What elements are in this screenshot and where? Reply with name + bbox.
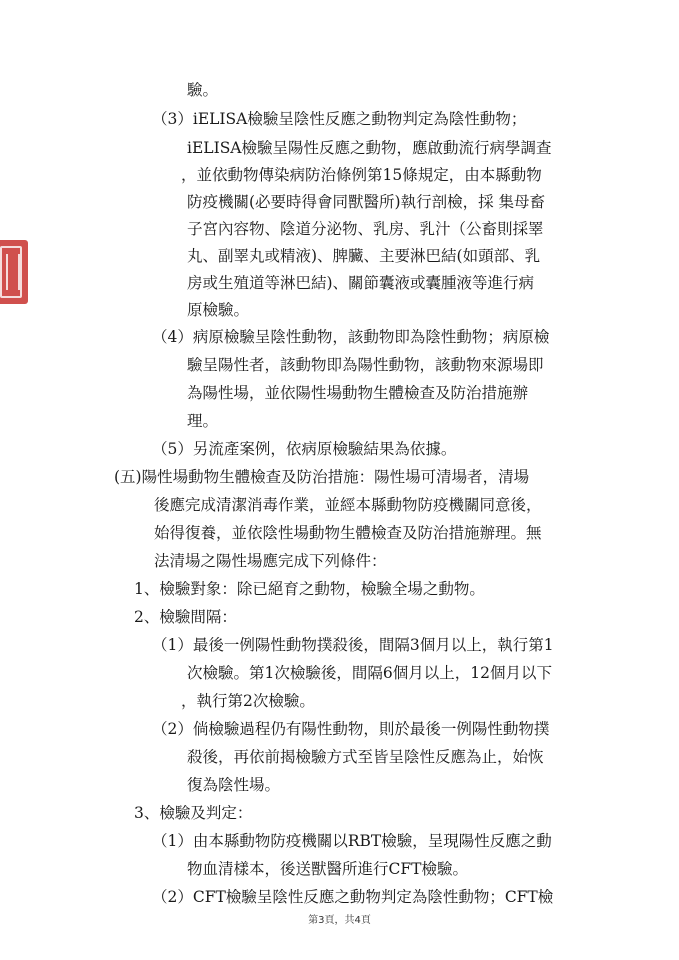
text-line: （1）最後一例陽性動物撲殺後，間隔3個月以上，執行第1: [152, 636, 554, 654]
text-line: （5）另流產案例，依病原檢驗結果為依據。: [152, 440, 457, 458]
text-line: 殺後，再依前揭檢驗方式至皆呈陰性反應為止，始恢: [187, 748, 544, 766]
text-line: 後應完成清潔消毒作業，並經本縣動物防疫機關同意後，: [154, 496, 542, 514]
text-line: ，並依動物傳染病防治條例第15條規定，由本縣動物: [181, 166, 542, 184]
text-line: (五)陽性場動物生體檢查及防治措施：陽性場可清場者，清場: [114, 468, 530, 486]
text-line: 法清場之陽性場應完成下列條件：: [154, 552, 387, 570]
text-line: 驗呈陽性者，該動物即為陽性動物，該動物來源場即: [187, 356, 544, 374]
text-line: 原檢驗。: [187, 301, 250, 319]
text-line: 房或生殖道等淋巴結)、關節囊液或囊腫液等進行病: [187, 274, 535, 292]
text-line: 復為陰性場。: [187, 776, 281, 794]
text-line: 2、檢驗間隔：: [134, 608, 237, 626]
text-line: 子宮內容物、陰道分泌物、乳房、乳汁（公畜則採睪: [187, 220, 544, 238]
text-line: 防疫機關(必要時得會同獸醫所)執行剖檢，採 集母畜: [187, 193, 546, 211]
text-line: （4）病原檢驗呈陰性動物，該動物即為陰性動物；病原檢: [152, 328, 550, 346]
text-line: （2）CFT檢驗呈陰性反應之動物判定為陰性動物；CFT檢: [152, 888, 554, 906]
text-line: 3、檢驗及判定：: [134, 804, 253, 822]
text-line: 始得復養，並依陰性場動物生體檢查及防治措施辦理。無: [154, 524, 542, 542]
text-line: 驗。: [187, 81, 219, 99]
text-line: 理。: [187, 412, 219, 430]
text-line: 丸、副睪丸或精液)、脾臟、主要淋巴結(如頭部、乳: [187, 247, 541, 265]
text-line: 1、檢驗對象：除已絕育之動物，檢驗全場之動物。: [134, 580, 485, 598]
text-line: 次檢驗。第1次檢驗後，間隔6個月以上，12個月以下: [187, 664, 552, 682]
official-seal-stamp: [0, 240, 28, 304]
text-line: 為陽性場，並依陽性場動物生體檢查及防治措施辦: [187, 384, 529, 402]
page-number-footer: 第3頁，共4頁: [308, 915, 371, 926]
text-line: iELISA檢驗呈陽性反應之動物，應啟動流行病學調查: [187, 139, 552, 157]
text-line: （1）由本縣動物防疫機關以RBT檢驗，呈現陽性反應之動: [152, 832, 552, 850]
text-line: ，執行第2次檢驗。: [181, 692, 315, 710]
text-line: （3）iELISA檢驗呈陰性反應之動物判定為陰性動物；: [152, 110, 527, 128]
text-line: 物血清樣本，後送獸醫所進行CFT檢驗。: [187, 860, 468, 878]
text-line: （2）倘檢驗過程仍有陽性動物，則於最後一例陽性動物撲: [152, 720, 550, 738]
